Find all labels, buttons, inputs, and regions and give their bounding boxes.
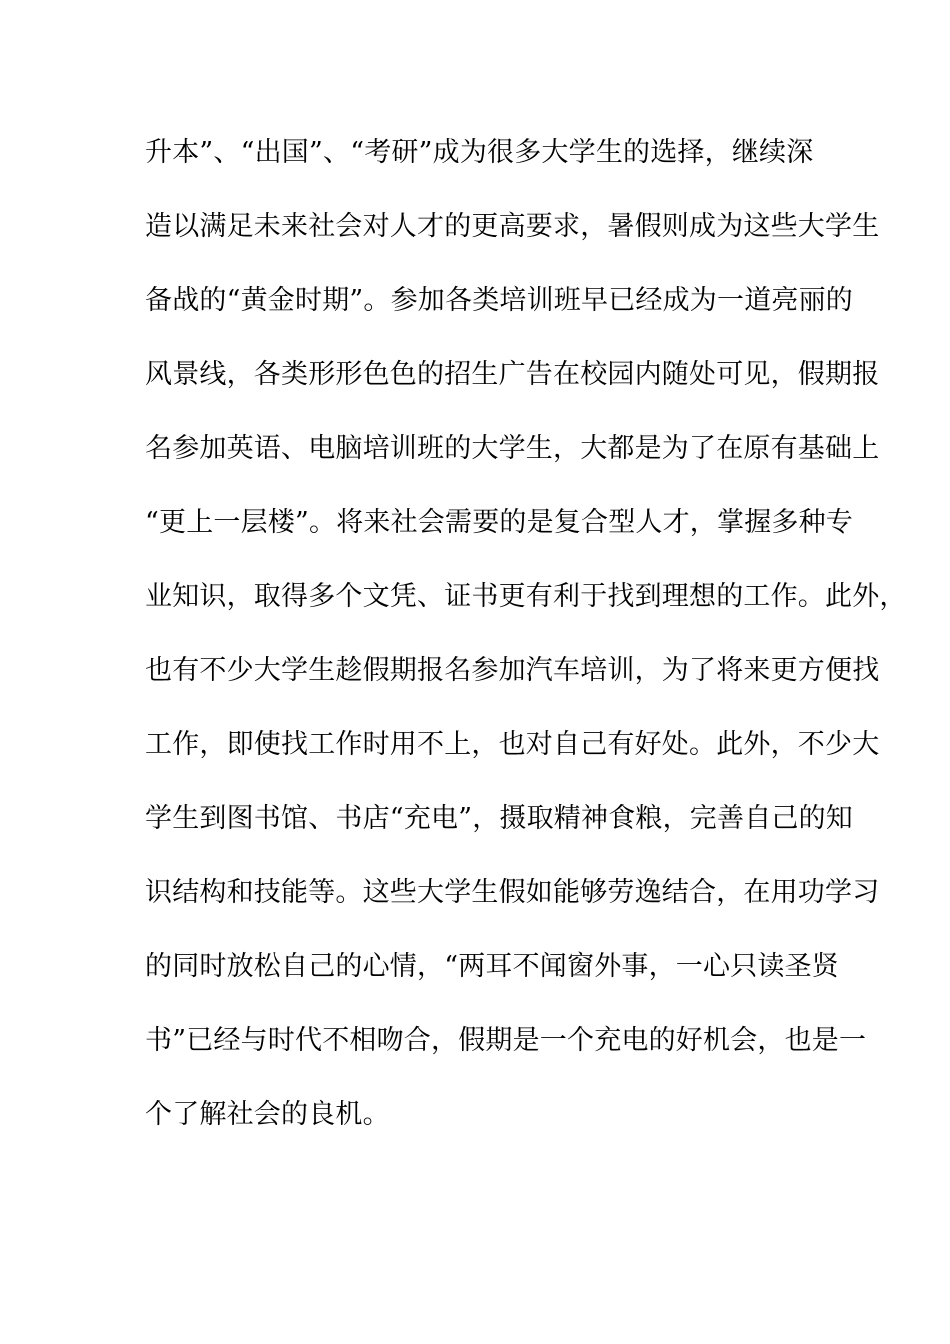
- text-line-5: 名参加英语、电脑培训班的大学生，大都是为了在原有基础上: [145, 433, 880, 464]
- text-line-4: 风景线，各类形形色色的招生广告在校园内随处可见，假期报: [145, 359, 880, 390]
- text-line-11: 识结构和技能等。这些大学生假如能够劳逸结合，在用功学习: [145, 877, 880, 908]
- text-line-1: 升本”、“出国”、“考研”成为很多大学生的选择，继续深: [145, 137, 814, 168]
- text-line-6: “更上一层楼”。将来社会需要的是复合型人才，掌握多种专: [145, 507, 854, 538]
- text-line-9: 工作，即使找工作时用不上，也对自己有好处。此外，不少大: [145, 729, 880, 760]
- text-line-13: 书”已经与时代不相吻合，假期是一个充电的好机会，也是一: [145, 1025, 867, 1056]
- text-line-7: 业知识，取得多个文凭、证书更有利于找到理想的工作。此外，: [145, 581, 907, 612]
- text-line-3: 备战的“黄金时期”。参加各类培训班早已经成为一道亮丽的: [145, 285, 854, 316]
- text-line-10: 学生到图书馆、书店“充电”，摄取精神食粮，完善自己的知: [145, 803, 854, 834]
- text-line-14: 个了解社会的良机。: [145, 1099, 390, 1130]
- text-line-2: 造以满足未来社会对人才的更高要求，暑假则成为这些大学生: [145, 211, 880, 242]
- body-paragraph: [145, 130, 907, 1166]
- text-line-12: 的同时放松自己的心情，“两耳不闻窗外事，一心只读圣贤: [145, 951, 840, 982]
- text-line-8: 也有不少大学生趁假期报名参加汽车培训，为了将来更方便找: [145, 655, 880, 686]
